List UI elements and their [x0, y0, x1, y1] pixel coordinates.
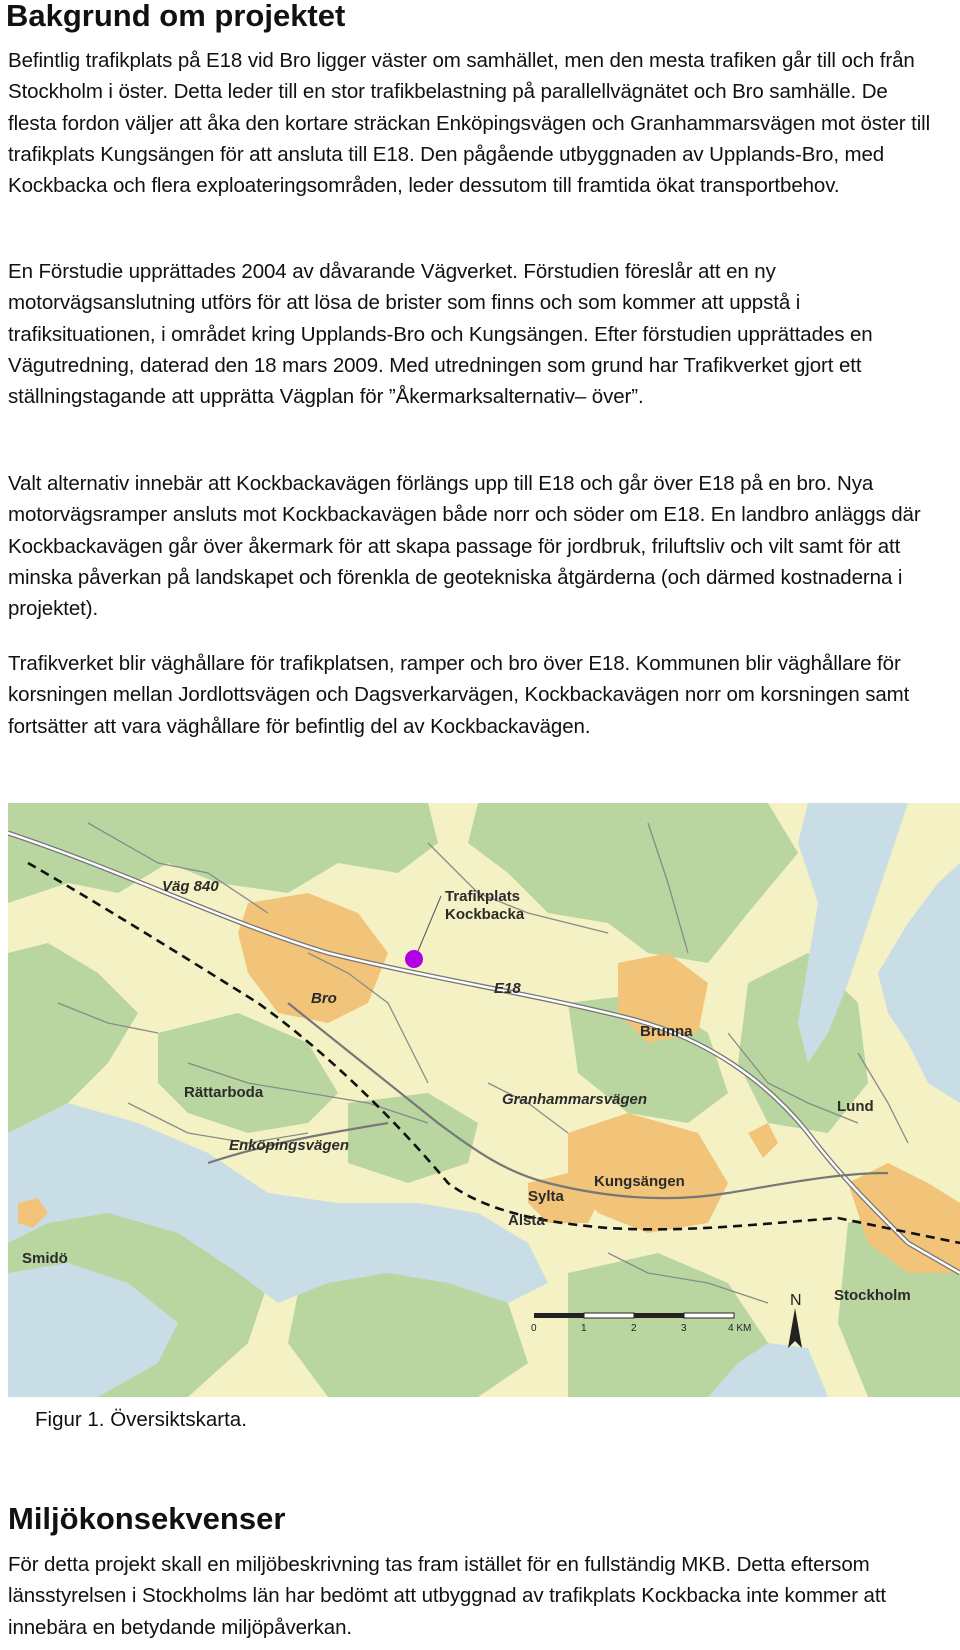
scale-tick-0: 0: [531, 1323, 537, 1334]
paragraph-background-4: Trafikverket blir väghållare för trafikplatsen, ramper och bro över E18. Kommunen blir väghållare för korsningen mellan Jordlottsvägen och Dagsverkarvägen, Kockbackavägen norr om korsningen samt fortsätter att vara väghållare för befintlig del av Kockbackavägen.: [8, 652, 910, 738]
paragraph-background-3: Valt alternativ innebär att Kockbackavägen förlängs upp till E18 och går över E18 på en bro. Nya motorvägsramper ansluts mot Kockbackavägen både norr och söder om E18. En landbro anläggs där Kockbackavägen går över åkermark för att skapa passage för jordbruk, friluftsliv och vilt samt för att minska påverkan på landskapet och förenkla de geotekniska åtgärderna (och därmed kostnaderna i projektet).: [8, 472, 921, 621]
paragraph-background-1: Befintlig trafikplats på E18 vid Bro ligger väster om samhället, men den mesta trafiken går till och från Stockholm i öster. Detta leder till en stor trafikbelastning på parallellvägnätet och Bro samhälle. De flesta fordon väljer att åka den kortare sträckan Enköpingsvägen och Granhammarsvägen mot öster till trafikplats Kungsängen för att ansluta till E18. Den pågående utbyggnaden av Upplands-Bro, med Kockbacka och flera exploateringsområden, leder dessutom till framtida ökat transportbehov.: [8, 49, 931, 198]
label-lund: Lund: [837, 1098, 874, 1115]
section-heading-miljokonsekvenser: Miljökonsekvenser: [8, 1501, 286, 1536]
paragraph-background-2: En Förstudie upprättades 2004 av dåvarande Vägverket. Förstudien föreslår att en ny motorvägsanslutning utförs för att lösa de brister som finns och som kommer att uppstå i trafiksituationen, i området kring Upplands-Bro och Kungsängen. Efter förstudien upprättades en Vägutredning, daterad den 18 mars 2009. Med utredningen som grund har Trafikverket gjort ett ställningstagande att upprätta Vägplan för ”Åkermarksalternativ– över”.: [8, 260, 873, 409]
scale-tick-1: 1: [581, 1323, 587, 1334]
label-trafikplats-line1: Trafikplats: [445, 888, 521, 905]
scale-tick-4km: 4 KM: [728, 1323, 752, 1334]
label-e18: E18: [494, 980, 521, 997]
label-stockholm: Stockholm: [834, 1287, 911, 1304]
label-vag-840: Väg 840: [162, 878, 219, 895]
north-label: N: [790, 1292, 802, 1309]
label-smido: Smidö: [22, 1250, 68, 1267]
paragraph-environment: För detta projekt skall en miljöbeskrivning tas fram istället för en fullständig MKB. Detta eftersom länsstyrelsen i Stockholms län har bedömt att utbyggnad av trafikplats Kockbacka inte kommer att innebära en betydande miljöpåverkan.: [8, 1553, 887, 1639]
overview-map: [8, 803, 960, 1397]
label-sylta: Sylta: [528, 1188, 564, 1205]
label-brunna: Brunna: [640, 1023, 693, 1040]
figure-caption: Figur 1. Översiktskarta.: [35, 1408, 247, 1431]
label-granhammarsvagen: Granhammarsvägen: [502, 1091, 648, 1108]
label-bro: Bro: [311, 990, 337, 1007]
label-enkopingsvagen: Enköpingsvägen: [229, 1137, 350, 1154]
label-alsta: Alsta: [508, 1212, 545, 1229]
label-kungsangen: Kungsängen: [594, 1173, 685, 1190]
scale-tick-3: 3: [681, 1323, 687, 1334]
scale-tick-2: 2: [631, 1323, 637, 1334]
trafikplats-kockbacka-marker: [405, 950, 423, 968]
label-trafikplats-line2: Kockbacka: [445, 906, 525, 923]
section-heading-bakgrund: Bakgrund om projektet: [6, 0, 346, 33]
label-rattarboda: Rättarboda: [184, 1084, 264, 1101]
